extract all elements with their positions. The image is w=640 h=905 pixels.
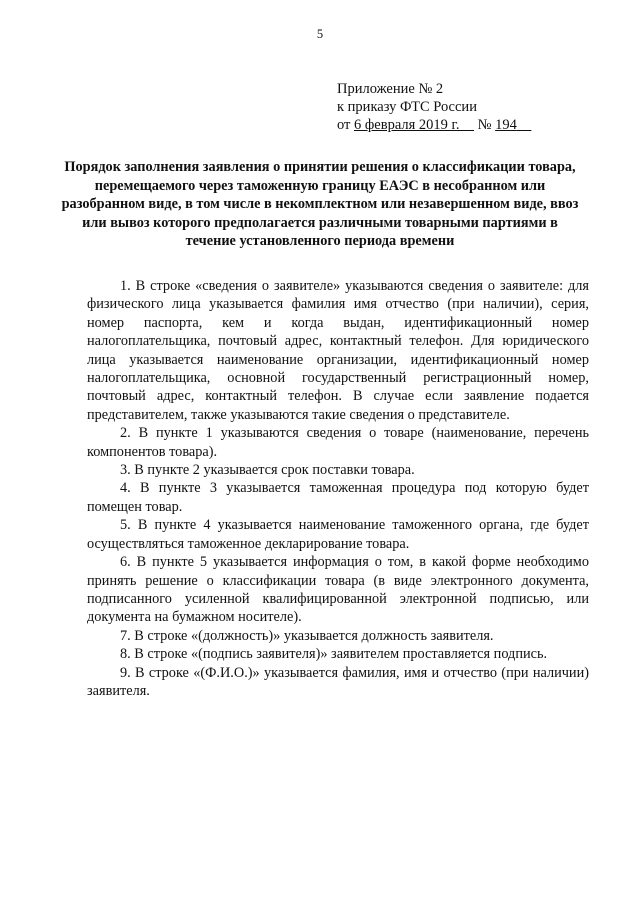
number-prefix: №	[477, 117, 492, 133]
page-number: 5	[316, 27, 324, 41]
paragraph-1: 1. В строке «сведения о заявителе» указываются сведения о заявителе: для физического лица указывается фамилия имя отчество (при наличии), серия, номер паспорта, кем и когда выдан, идентификационный номер налогоплательщика, почтовый адрес, контактный телефон. Для юридического лица указывается наименование организации, идентификационный номер налогоплательщика, основной государственный регистрационный номер, почтовый адрес, контактный телефон. В случае если заявление подается представителем, также указываются такие сведения о представителе.	[87, 278, 589, 423]
appendix-date-line	[337, 116, 531, 134]
order-number: 194	[495, 117, 517, 133]
paragraph-5: 5. В пункте 4 указывается наименование таможенного органа, где будет осуществляться таможенное декларирование товара.	[87, 517, 589, 552]
paragraph-4: 4. В пункте 3 указывается таможенная процедура под которую будет помещен товар.	[87, 480, 589, 515]
order-date: 6 февраля 2019 г.	[354, 117, 460, 133]
paragraph-2: 2. В пункте 1 указываются сведения о товаре (наименование, перечень компонентов товара).	[87, 425, 589, 460]
date-prefix: от	[337, 117, 351, 133]
paragraph-7: 7. В строке «(должность)» указывается должность заявителя.	[120, 627, 494, 644]
paragraph-9: 9. В строке «(Ф.И.О.)» указывается фамилия, имя и отчество (при наличии) заявителя.	[87, 664, 589, 699]
document-title: Порядок заполнения заявления о принятии решения о классификации товара, перемещаемого через таможенную границу ЕАЭС в несобранном или разобранном виде, в том числе в некомплектном или незавершенном виде, ввоз или вывоз которого предполагается различными товарными партиями в течение установленного периода времени	[61, 159, 579, 249]
paragraph-6: 6. В пункте 5 указывается информация о том, в какой форме необходимо принять решение о классификации товара (в виде электронного документа, подписанного усиленной квалифицированной электронной подписью, или документа на бумажном носителе).	[87, 554, 589, 626]
document-body	[87, 277, 589, 700]
appendix-order-reference: к приказу ФТС России	[337, 99, 477, 115]
appendix-title: Приложение № 2	[337, 81, 444, 97]
paragraph-8: 8. В строке «(подпись заявителя)» заявителем проставляется подпись.	[120, 646, 548, 663]
appendix-header	[337, 80, 531, 134]
paragraph-3: 3. В пункте 2 указывается срок поставки товара.	[120, 462, 415, 479]
